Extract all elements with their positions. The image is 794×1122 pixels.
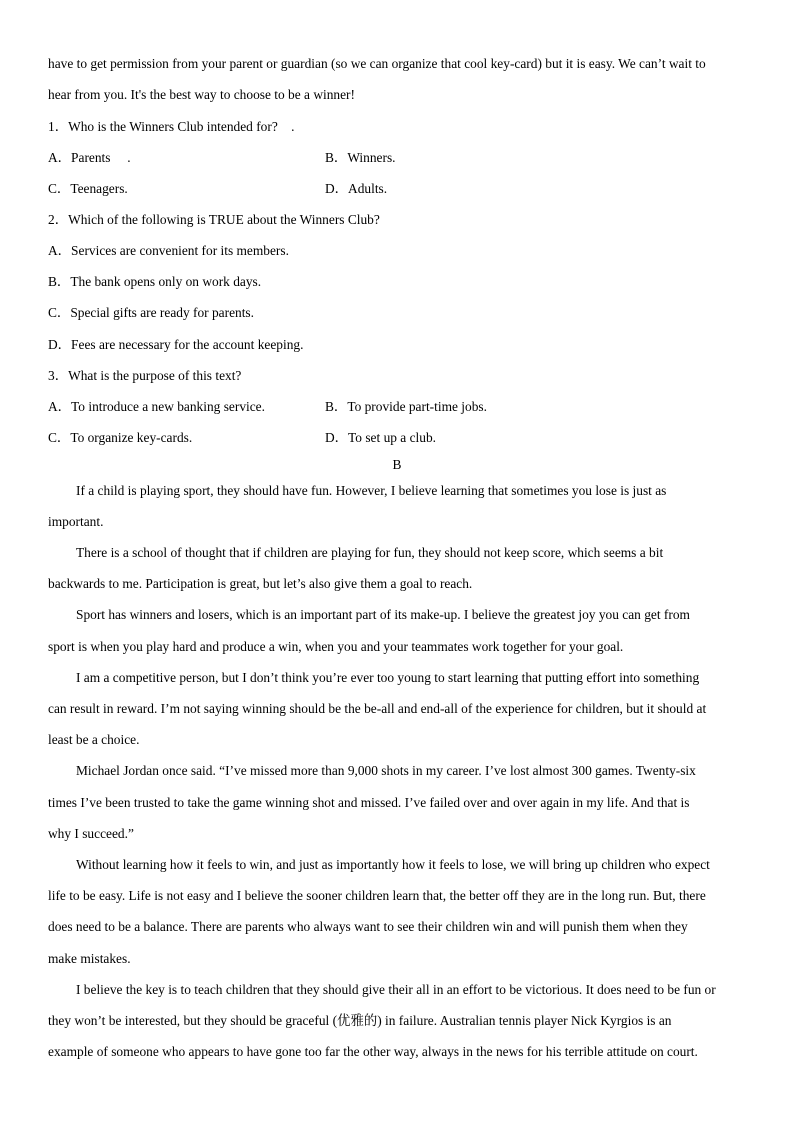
question-3-option-d: D．To set up a club. xyxy=(325,430,437,445)
passage-b-line: can result in reward. I’m not saying winning should be the be-all and end-all of the experience for children, but it should at xyxy=(48,701,707,716)
passage-b-line: they won’t be interested, but they should be graceful (优雅的) in failure. Australian tennis player Nick Kyrgios is an xyxy=(48,1013,672,1028)
passage-b-line: Without learning how it feels to win, and just as importantly how it feels to lose, we will bring up children who expect xyxy=(76,857,710,872)
passage-b-line: does need to be a balance. There are parents who always want to see their children win and will punish them when they xyxy=(48,919,688,934)
passage-b-line: Michael Jordan once said. “I’ve missed more than 9,000 shots in my career. I’ve lost almost 300 games. Twenty-six xyxy=(76,763,696,778)
passage-b-line: Sport has winners and losers, which is an important part of its make-up. I believe the greatest joy you can get from xyxy=(76,607,690,622)
question-2-option-a: A．Services are convenient for its members. xyxy=(48,243,289,258)
passage-b-line: backwards to me. Participation is great, but let’s also give them a goal to reach. xyxy=(48,576,473,591)
question-2-stem: 2．Which of the following is TRUE about the Winners Club? xyxy=(48,212,380,227)
passage-b-line: I believe the key is to teach children that they should give their all in an effort to be victorious. It does need to be fun or xyxy=(76,982,716,997)
question-1-option-a: A．Parents . xyxy=(48,150,131,165)
question-2-option-b: B．The bank opens only on work days. xyxy=(48,274,262,289)
passage-b-line: least be a choice. xyxy=(48,732,140,747)
question-2-option-d: D．Fees are necessary for the account keeping. xyxy=(48,337,304,352)
passage-b-line: If a child is playing sport, they should have fun. However, I believe learning that sometimes you lose is just as xyxy=(76,483,667,498)
question-1-option-c: C．Teenagers. xyxy=(48,181,128,196)
question-3-stem: 3．What is the purpose of this text? xyxy=(48,368,242,383)
section-b-heading: B xyxy=(392,457,402,472)
passage-b-line: make mistakes. xyxy=(48,951,131,966)
question-3-option-a: A．To introduce a new banking service. xyxy=(48,399,265,414)
passage-a-line: hear from you. It's the best way to choose to be a winner! xyxy=(48,87,355,102)
question-3-option-b: B．To provide part-time jobs. xyxy=(325,399,487,414)
question-1-stem: 1．Who is the Winners Club intended for? . xyxy=(48,119,295,134)
passage-b-line: why I succeed.” xyxy=(48,826,134,841)
passage-b-line: I am a competitive person, but I don’t think you’re ever too young to start learning that putting effort into something xyxy=(76,670,700,685)
passage-b-line: important. xyxy=(48,514,104,529)
question-2-option-c: C．Special gifts are ready for parents. xyxy=(48,305,254,320)
passage-b-line: example of someone who appears to have gone too far the other way, always in the news for his terrible attitude on court. xyxy=(48,1044,698,1059)
question-1-option-b: B．Winners. xyxy=(325,150,396,165)
passage-b-line: There is a school of thought that if children are playing for fun, they should not keep score, which seems a bit xyxy=(76,545,664,560)
question-1-option-d: D．Adults. xyxy=(325,181,388,196)
passage-b-line: sport is when you play hard and produce a win, when you and your teammates work together for your goal. xyxy=(48,639,624,654)
passage-b-line: life to be easy. Life is not easy and I believe the sooner children learn that, the better off they are in the long run. But, there xyxy=(48,888,706,903)
question-3-option-c: C．To organize key-cards. xyxy=(48,430,193,445)
passage-b-line: times I’ve been trusted to take the game winning shot and missed. I’ve failed over and over again in my life. And that is xyxy=(48,795,690,810)
passage-a-line: have to get permission from your parent or guardian (so we can organize that cool key-card) but it is easy. We can’t wait to xyxy=(48,56,706,71)
